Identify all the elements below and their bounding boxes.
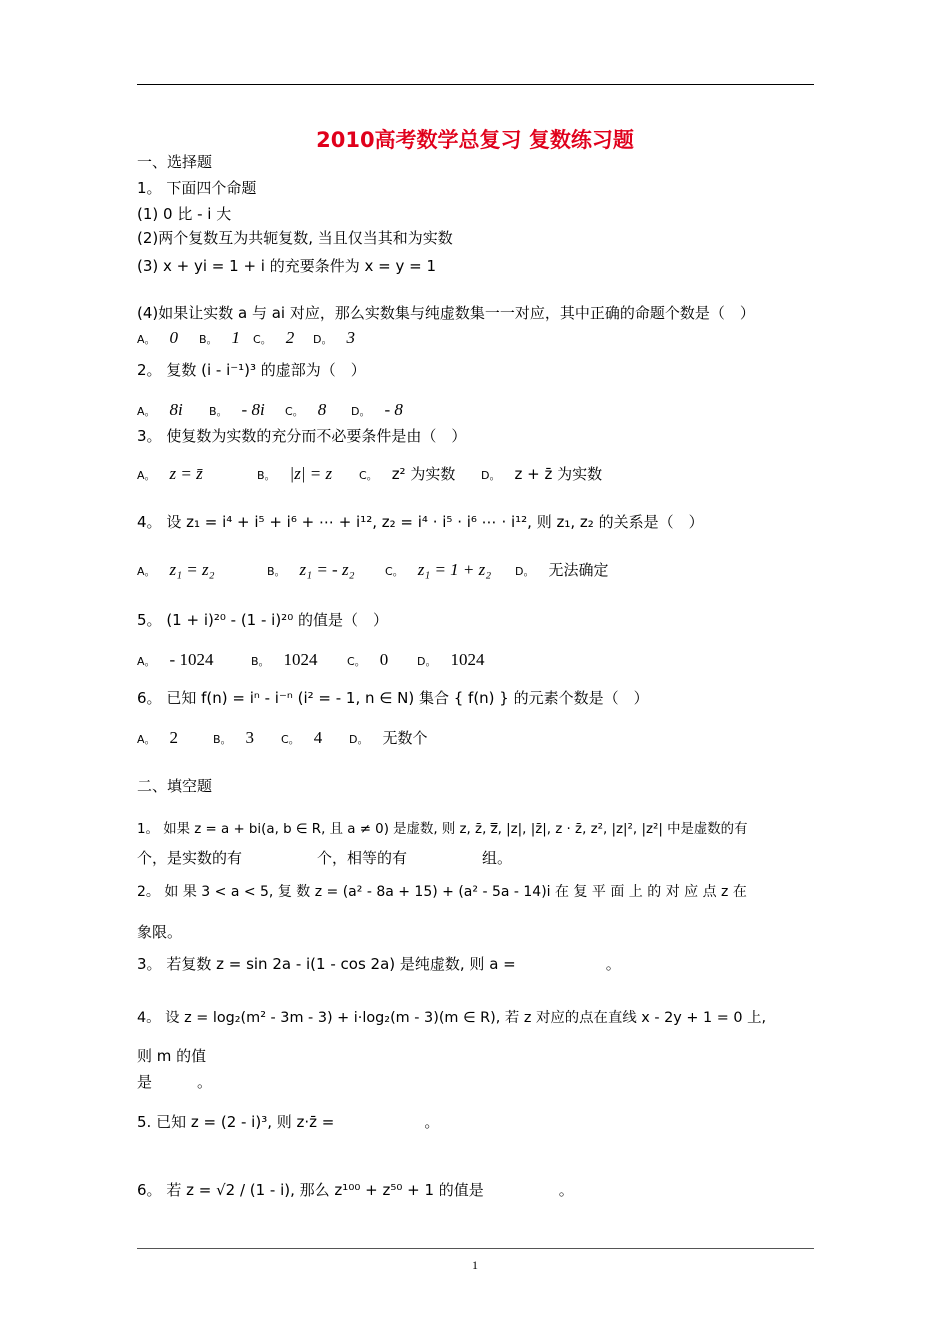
question-1-number: 1。 — [137, 179, 162, 197]
option-a[interactable]: A。 - 1024 — [137, 650, 214, 669]
fill-4-line-1 — [137, 1008, 817, 1028]
option-d[interactable]: D。 - 8 — [351, 400, 403, 419]
option-d[interactable]: D。 z + z̄ 为实数 — [481, 465, 603, 483]
option-a[interactable]: A。 0 — [137, 328, 179, 347]
fill-2-line-1 — [137, 882, 817, 902]
option-b[interactable]: B。 1024 — [251, 650, 318, 669]
page-title: 2010高考数学总复习 复数练习题 — [316, 128, 634, 152]
question-3-number: 3。 — [137, 427, 162, 445]
fill-5-text: 已知 z = (2 - i)³, 则 z·z̄ = 。 — [156, 1113, 440, 1131]
option-a[interactable]: A。 8i — [137, 400, 183, 419]
question-1-options — [137, 328, 817, 350]
question-2-text: 复数 (i - i⁻¹)³ 的虚部为（ ） — [166, 361, 366, 379]
option-d[interactable]: D。 无法确定 — [515, 561, 609, 579]
fill-6-number: 6。 — [137, 1181, 162, 1199]
option-c[interactable]: C。 8 — [285, 400, 327, 419]
option-d[interactable]: D。 1024 — [417, 650, 485, 669]
question-4-text: 设 z₁ = i⁴ + i⁵ + i⁶ + ⋯ + i¹², z₂ = i⁴ · i⁵ · i⁶ ⋯ · i¹², 则 z₁, z₂ 的关系是（ ） — [166, 513, 704, 531]
option-c[interactable]: C。 0 — [347, 650, 389, 669]
fill-5-line — [137, 1112, 817, 1132]
fill-1-line-2: 个，是实数的有 个，相等的有 组。 — [137, 849, 513, 867]
question-2-options — [137, 400, 817, 422]
fill-2-line-2: 象限。 — [137, 923, 183, 941]
option-c[interactable]: C。 4 — [281, 728, 323, 747]
fill-3-text: 若复数 z = sin 2a - i(1 - cos 2a) 是纯虚数, 则 a = 。 — [166, 955, 621, 973]
question-4-options — [137, 560, 817, 582]
option-a[interactable]: A。 z = z̄ — [137, 464, 203, 483]
option-a[interactable]: A。 z₁ = z₂ — [137, 560, 215, 579]
option-d[interactable]: D。 3 — [313, 328, 355, 347]
option-b[interactable]: B。 3 — [213, 728, 255, 747]
question-5-stem — [137, 610, 817, 630]
fill-1-text: 如果 z = a + bi(a, b ∈ R, 且 a ≠ 0) 是虚数, 则 z, z̄, z̿, |z|, |z̄|, z · z̄, z², |z|², |z²| 中是虚数的有 — [163, 822, 748, 837]
fill-1-line-1 — [137, 820, 817, 840]
option-b[interactable]: B。 |z| = z — [257, 464, 333, 483]
footer-rule — [137, 1248, 814, 1249]
question-5-options — [137, 650, 817, 672]
question-6-options — [137, 728, 817, 750]
option-c[interactable]: C。 z₁ = 1 + z₂ — [385, 560, 492, 579]
page-number: 1 — [472, 1258, 478, 1272]
question-2-number: 2。 — [137, 361, 162, 379]
question-1-stem — [137, 178, 817, 198]
fill-4-number: 4。 — [137, 1010, 161, 1026]
question-4-number: 4。 — [137, 513, 162, 531]
question-1-text: 下面四个命题 — [166, 179, 257, 197]
option-b[interactable]: B。 1 — [199, 328, 241, 347]
question-2-stem — [137, 360, 817, 380]
option-b[interactable]: B。 z₁ = - z₂ — [267, 560, 355, 579]
fill-1-number: 1。 — [137, 822, 159, 837]
question-1-proposition-2: (2)两个复数互为共轭复数, 当且仅当其和为实数 — [137, 229, 453, 247]
section-fill-heading: 二、填空题 — [137, 777, 213, 795]
question-3-text: 使复数为实数的充分而不必要条件是由（ ） — [166, 427, 467, 445]
question-3-options — [137, 464, 817, 486]
fill-4-line-3: 是 。 — [137, 1073, 213, 1091]
option-c[interactable]: C。 2 — [253, 328, 295, 347]
question-1-proposition-4: (4)如果让实数 a 与 ai 对应，那么实数集与纯虚数集一一对应，其中正确的命题个数是（ ） — [137, 304, 755, 322]
question-6-number: 6。 — [137, 689, 162, 707]
section-choice-heading: 一、选择题 — [137, 153, 213, 171]
question-5-number: 5。 — [137, 611, 162, 629]
fill-5-number: 5. — [137, 1113, 152, 1131]
fill-4-line-2: 则 m 的值 — [137, 1047, 207, 1065]
question-5-text: (1 + i)²⁰ - (1 - i)²⁰ 的值是（ ） — [166, 611, 388, 629]
option-a[interactable]: A。 2 — [137, 728, 179, 747]
fill-3-number: 3。 — [137, 955, 162, 973]
fill-3-line — [137, 954, 817, 974]
question-1-proposition-1: (1) 0 比 - i 大 — [137, 205, 232, 223]
fill-4-text: 设 z = log₂(m² - 3m - 3) + i·log₂(m - 3)(m ∈ R), 若 z 对应的点在直线 x - 2y + 1 = 0 上, — [165, 1010, 767, 1026]
question-4-stem — [137, 512, 817, 532]
option-d[interactable]: D。 无数个 — [349, 729, 428, 747]
header-rule — [137, 84, 814, 85]
question-1-proposition-3: (3) x + yi = 1 + i 的充要条件为 x = y = 1 — [137, 257, 437, 275]
question-3-stem — [137, 426, 817, 446]
question-6-text: 已知 f(n) = iⁿ - i⁻ⁿ (i² = - 1, n ∈ N) 集合 { f(n) } 的元素个数是（ ） — [166, 689, 649, 707]
option-c[interactable]: C。 z² 为实数 — [359, 465, 456, 483]
question-6-stem — [137, 688, 817, 708]
fill-2-text: 如 果 3 < a < 5, 复 数 z = (a² - 8a + 15) + (a² - 5a - 14)i 在 复 平 面 上 的 对 应 点 z 在 — [164, 884, 747, 900]
option-b[interactable]: B。 - 8i — [209, 400, 265, 419]
fill-6-line — [137, 1180, 817, 1200]
fill-6-text: 若 z = √2 / (1 - i), 那么 z¹⁰⁰ + z⁵⁰ + 1 的值是 。 — [166, 1181, 574, 1199]
fill-2-number: 2。 — [137, 884, 160, 900]
